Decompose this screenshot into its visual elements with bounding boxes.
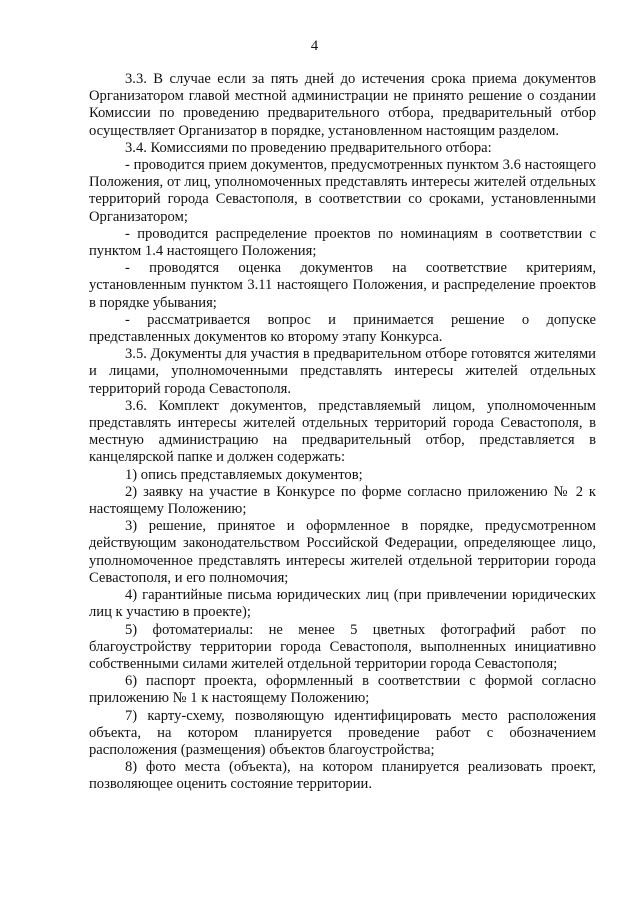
list-item-document-4: 4) гарантийные письма юридических лиц (при привлечении юридических лиц к участию в проекте); xyxy=(89,587,596,621)
list-item-commission-4: - рассматривается вопрос и принимается решение о допуске представленных документов ко второму этапу Конкурса. xyxy=(89,311,596,346)
page-number: 4 xyxy=(310,38,319,54)
paragraph-3-5: 3.5. Документы для участия в предварительном отборе готовятся жителями и лицами, уполномоченными представлять интересы жителей отдельных территорий города Севастополя. xyxy=(89,346,596,397)
paragraph-3-6: 3.6. Комплект документов, представляемый лицом, уполномоченным представлять интересы жителей отдельных территорий города Севастополя, в местную администрацию на предварительный отбор, представляется в канцелярской папке и должен содержать: xyxy=(89,397,596,466)
list-item-commission-1: - проводится прием документов, предусмотренных пунктом 3.6 настоящего Положения, от лиц, уполномоченных представлять интересы жителей отдельных территорий города Севастополя, в соответствии со сроками, установленными Организатором; xyxy=(89,157,596,225)
list-item-document-5: 5) фотоматериалы: не менее 5 цветных фотографий работ по благоустройству территории города Севастополя, выполненных инициативно собственными силами жителей отдельной территории города Севастополя; xyxy=(89,621,596,672)
document-body xyxy=(89,71,596,794)
paragraph-3-4: 3.4. Комиссиями по проведению предварительного отбора: xyxy=(125,139,492,156)
list-item-document-6: 6) паспорт проекта, оформленный в соответствии с формой согласно приложению № 1 к настоящему Положению; xyxy=(89,673,596,707)
list-item-document-7: 7) карту-схему, позволяющую идентифицировать место расположения объекта, на котором планируется проведение работ с обозначением расположения (размещения) объектов благоустройства; xyxy=(89,707,596,758)
list-item-document-1: 1) опись представляемых документов; xyxy=(125,466,363,483)
list-item-commission-3: - проводятся оценка документов на соответствие критериям, установленным пунктом 3.11 настоящего Положения, и распределение проектов в порядке убывания; xyxy=(89,260,596,311)
list-item-document-2: 2) заявку на участие в Конкурсе по форме согласно приложению № 2 к настоящему Положению; xyxy=(89,483,596,518)
list-item-commission-2: - проводится распределение проектов по номинациям в соответствии с пунктом 1.4 настоящего Положения; xyxy=(89,225,596,260)
paragraph-3-3: 3.3. В случае если за пять дней до истечения срока приема документов Организатором главой местной администрации не принято решение о создании Комиссии по проведению предварительного отбора, предварительный отбор осуществляет Организатор в порядке, установленном настоящим разделом. xyxy=(89,71,596,139)
list-item-document-3: 3) решение, принятое и оформленное в порядке, предусмотренном действующим законодательством Российской Федерации, определяющее лицо, уполномоченное представлять интересы жителей отдельной территории города Севастополя, и его полномочия; xyxy=(89,518,596,586)
list-item-document-8: 8) фото места (объекта), на котором планируется реализовать проект, позволяющее оценить состояние территории. xyxy=(89,759,596,793)
